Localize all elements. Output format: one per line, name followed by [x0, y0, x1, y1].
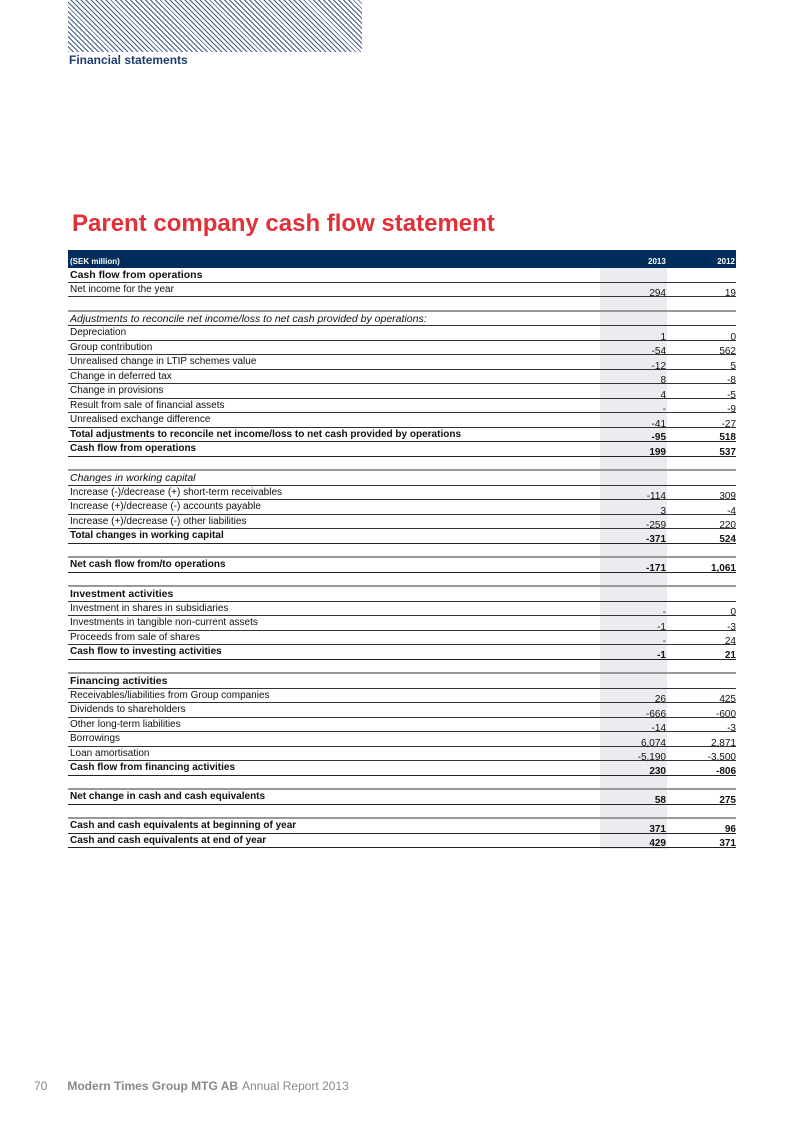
- table-row: [68, 747, 736, 762]
- value-2013: -114: [646, 491, 666, 502]
- value-2013: 6,074: [640, 737, 666, 749]
- value-2012: 0: [730, 607, 736, 618]
- table-row: [68, 442, 736, 457]
- value-2013: -: [662, 607, 666, 618]
- row-label: Dividends to shareholders: [70, 704, 186, 715]
- spacer-row: [68, 660, 736, 675]
- table-row: [68, 268, 736, 283]
- table-row: [68, 689, 736, 704]
- value-2012: 371: [719, 838, 736, 849]
- value-2013: 199: [649, 446, 666, 458]
- value-2012: 2,871: [710, 737, 736, 749]
- company-name: Modern Times Group MTG AB: [67, 1079, 239, 1093]
- value-2013: 371: [649, 823, 666, 835]
- year-2013-header: 2013: [648, 257, 666, 266]
- row-label: Increase (+)/decrease (-) accounts payable: [70, 501, 261, 512]
- table-row: [68, 761, 736, 776]
- value-2013: 3: [660, 505, 666, 517]
- row-label: Total changes in working capital: [70, 530, 224, 541]
- value-2013: 1: [660, 331, 666, 343]
- row-label: Depreciation: [70, 327, 127, 338]
- row-label: Borrowings: [70, 733, 121, 744]
- table-row: [68, 645, 736, 660]
- spacer-row: [68, 573, 736, 588]
- table-row: [68, 355, 736, 370]
- year-2012-header: 2012: [717, 257, 735, 266]
- value-2013: -171: [645, 562, 666, 574]
- value-2013: -371: [645, 533, 666, 545]
- row-label: Increase (+)/decrease (-) other liabilities: [70, 515, 247, 527]
- value-2012: -9: [727, 404, 736, 415]
- section-label: Financial statements: [69, 53, 188, 67]
- spacer-row: [68, 776, 736, 791]
- value-2012: 96: [724, 823, 736, 835]
- unit-label: (SEK million): [70, 257, 120, 266]
- value-2013: 26: [654, 694, 666, 705]
- table-row: [68, 732, 736, 747]
- value-2012: 537: [719, 446, 736, 458]
- value-2013: -666: [645, 708, 666, 720]
- value-2012: -8: [727, 375, 736, 386]
- page-number: 70: [34, 1079, 48, 1093]
- row-label: Investment activities: [70, 588, 174, 600]
- row-label: Loan amortisation: [70, 747, 150, 759]
- spacer-row: [68, 457, 736, 472]
- value-2012: 309: [719, 491, 736, 502]
- table-row: [68, 718, 736, 733]
- table-row: [68, 428, 736, 443]
- table-body: [68, 268, 736, 848]
- table-row: [68, 515, 736, 530]
- cash-flow-table: [68, 250, 736, 848]
- table-row: [68, 399, 736, 414]
- value-2012: 19: [724, 288, 736, 299]
- value-2012: 220: [719, 520, 736, 531]
- value-2013: -5,190: [637, 752, 666, 763]
- value-2012: -3: [727, 723, 736, 734]
- value-2013: -95: [651, 432, 666, 443]
- row-label: Financing activities: [70, 675, 168, 687]
- value-2012: 425: [719, 694, 736, 705]
- table-row: [68, 341, 736, 356]
- value-2013: -259: [645, 520, 666, 531]
- row-label: Cash and cash equivalents at beginning of year: [70, 820, 297, 831]
- row-label: Proceeds from sale of shares: [70, 631, 201, 643]
- table-row: [68, 703, 736, 718]
- table-row: [68, 616, 736, 631]
- value-2013: -14: [651, 723, 666, 734]
- row-label: Change in deferred tax: [70, 370, 172, 382]
- spacer-row: [68, 297, 736, 312]
- value-2013: 58: [654, 794, 666, 806]
- spacer-row: [68, 805, 736, 820]
- value-2013: -1: [657, 621, 666, 633]
- page-title: Parent company cash flow statement: [72, 210, 495, 237]
- row-label: Net income for the year: [70, 283, 174, 295]
- table-row: [68, 631, 736, 646]
- row-label: Net change in cash and cash equivalents: [70, 791, 266, 802]
- value-2012: -5: [727, 389, 736, 401]
- value-2012: -4: [727, 505, 736, 517]
- report-name: Annual Report 2013: [242, 1079, 349, 1093]
- value-2012: 275: [719, 794, 736, 806]
- value-2013: -12: [651, 360, 666, 372]
- value-2013: -: [662, 636, 666, 647]
- row-label: Changes in working capital: [70, 472, 196, 484]
- row-label: Investment in shares in subsidiaries: [70, 602, 229, 614]
- table-row: [68, 326, 736, 341]
- row-label: Total adjustments to reconcile net income/loss to net cash provided by operations: [70, 428, 462, 440]
- value-2012: -3: [727, 621, 736, 633]
- table-row: [68, 587, 736, 602]
- value-2013: -1: [657, 649, 666, 661]
- header-hatch-pattern: [68, 0, 362, 52]
- value-2013: -54: [651, 346, 666, 357]
- value-2013: 294: [649, 288, 666, 299]
- row-label: Cash flow from operations: [70, 443, 197, 454]
- row-label: Cash flow from operations: [70, 269, 203, 281]
- table-row: [68, 834, 736, 849]
- row-label: Investments in tangible non-current assets: [70, 617, 258, 628]
- table-row: [68, 529, 736, 544]
- value-2012: 0: [730, 331, 736, 343]
- value-2013: -: [662, 404, 666, 415]
- table-row: [68, 558, 736, 573]
- row-label: Group contribution: [70, 341, 153, 353]
- row-label: Other long-term liabilities: [70, 718, 181, 730]
- value-2013: 8: [660, 375, 666, 386]
- value-2013: 4: [660, 389, 666, 401]
- table-row: [68, 370, 736, 385]
- row-label: Net cash flow from/to operations: [70, 559, 226, 570]
- value-2012: 5: [730, 360, 736, 372]
- spacer-row: [68, 544, 736, 559]
- row-label: Unrealised change in LTIP schemes value: [70, 356, 257, 367]
- table-row: [68, 674, 736, 689]
- table-row: [68, 471, 736, 486]
- value-2013: 429: [649, 838, 666, 849]
- table-row: [68, 384, 736, 399]
- row-label: Receivables/liabilities from Group companies: [70, 689, 270, 701]
- row-label: Cash flow to investing activities: [70, 646, 222, 657]
- value-2013: 230: [649, 765, 666, 777]
- table-row: [68, 500, 736, 515]
- row-label: Cash flow from financing activities: [70, 762, 236, 773]
- value-2012: 518: [719, 432, 736, 443]
- row-label: Increase (-)/decrease (+) short-term receivables: [70, 486, 283, 498]
- table-header: [68, 250, 736, 268]
- table-row: [68, 413, 736, 428]
- row-label: Cash and cash equivalents at end of year: [70, 834, 267, 846]
- table-row: [68, 602, 736, 617]
- value-2012: 21: [724, 649, 736, 661]
- value-2012: 524: [719, 533, 736, 545]
- value-2012: 562: [719, 346, 736, 357]
- row-label: Change in provisions: [70, 385, 164, 396]
- row-label: Result from sale of financial assets: [70, 399, 225, 411]
- row-label: Unrealised exchange difference: [70, 414, 211, 425]
- table-row: [68, 486, 736, 501]
- value-2012: 24: [724, 636, 736, 647]
- page-footer: [34, 1079, 349, 1093]
- value-2013: -41: [651, 418, 666, 430]
- value-2012: 1,061: [710, 562, 736, 574]
- value-2012: -806: [715, 765, 736, 777]
- table-row: [68, 790, 736, 805]
- table-row: [68, 819, 736, 834]
- value-2012: -3,500: [707, 752, 736, 763]
- table-row: [68, 283, 736, 298]
- value-2012: -27: [721, 418, 736, 430]
- value-2012: -600: [715, 708, 736, 720]
- table-row: [68, 312, 736, 327]
- row-label: Adjustments to reconcile net income/loss to net cash provided by operations:: [70, 312, 427, 325]
